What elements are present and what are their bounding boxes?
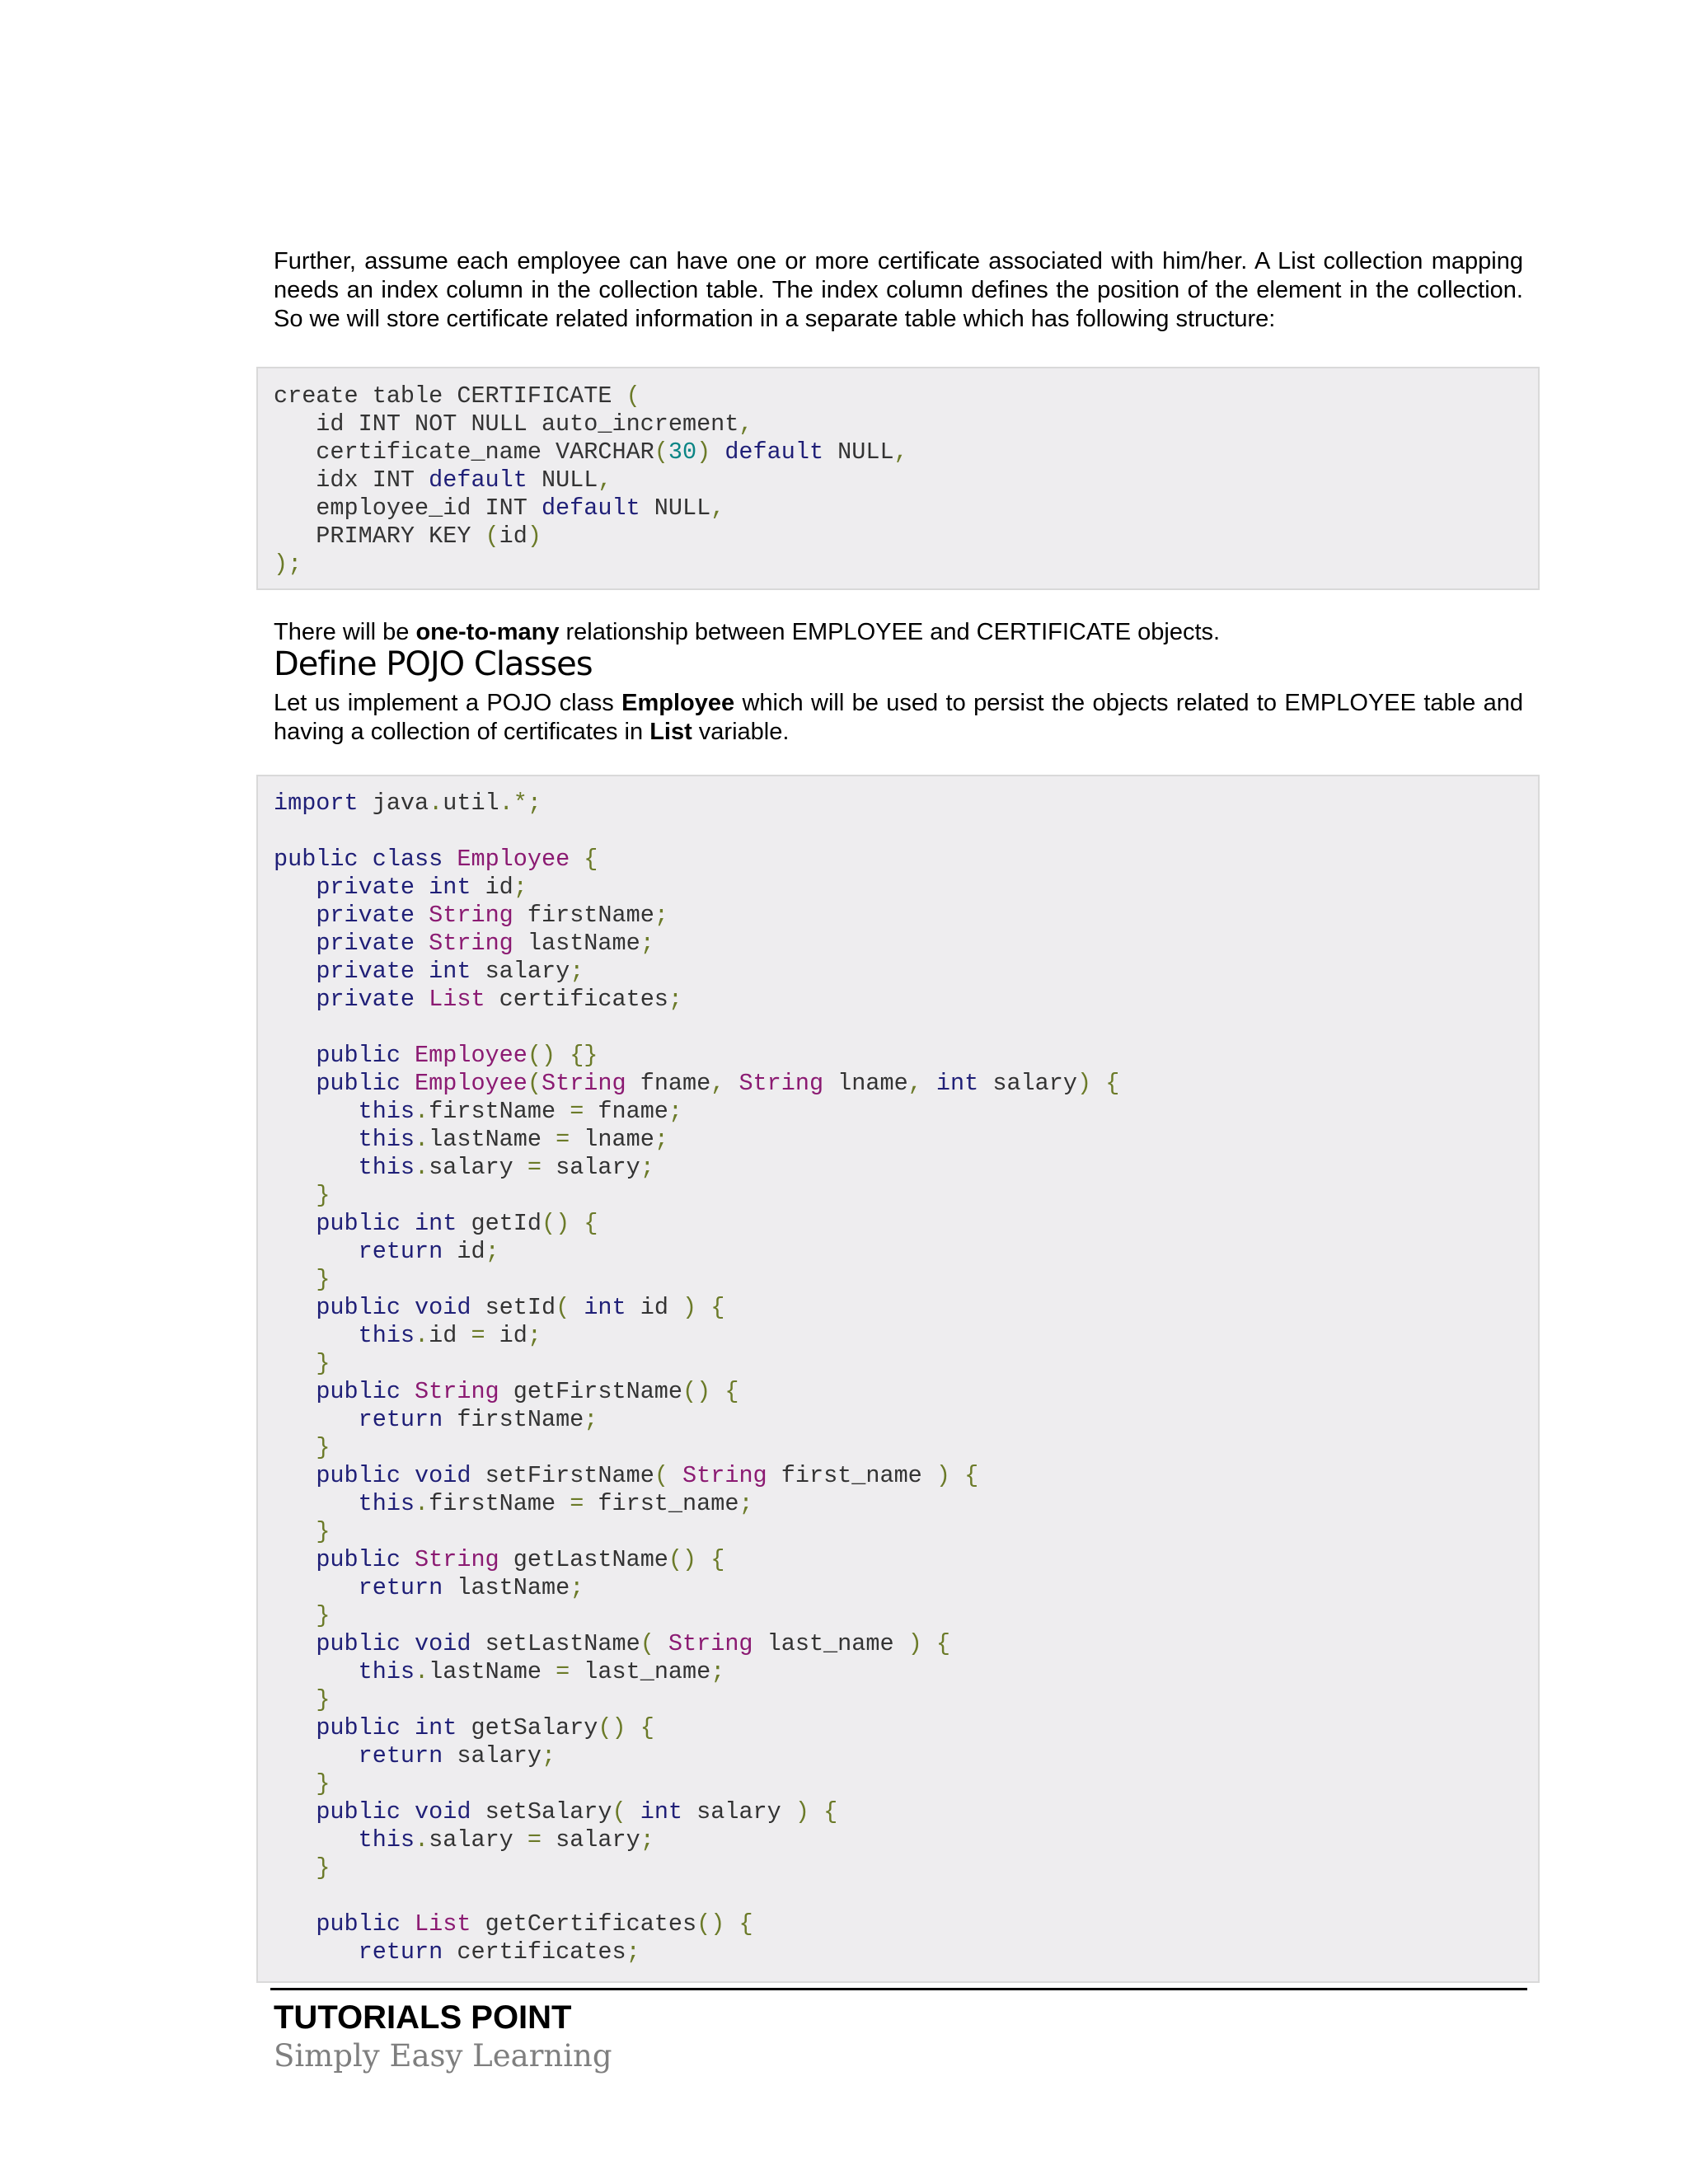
section-heading: Define POJO Classes: [274, 645, 593, 683]
code-line: employee_id INT default NULL,: [274, 494, 725, 522]
code-line: private int salary;: [316, 958, 584, 985]
code-line: public class Employee {: [274, 846, 598, 873]
code-line: this.salary = salary;: [358, 1154, 654, 1181]
sql-code: [258, 368, 1538, 579]
java-code-block: [256, 775, 1540, 1983]
pojo-text-2: which will be used to persist the objects related to EMPLOYEE table and having a collection of certificates in: [274, 690, 1523, 745]
code-line: public void setFirstName( String first_name ) {: [316, 1462, 979, 1489]
code-line: this.salary = salary;: [358, 1826, 654, 1854]
code-line: }: [316, 1770, 331, 1797]
java-code: [258, 776, 1538, 1966]
code-line: }: [316, 1350, 331, 1377]
code-line: this.lastName = lname;: [358, 1126, 668, 1153]
code-line: create table CERTIFICATE (: [274, 382, 640, 410]
code-line: return salary;: [358, 1742, 556, 1769]
footer-rule: [270, 1988, 1527, 1990]
code-line: return lastName;: [358, 1574, 584, 1601]
relationship-text-after: relationship between EMPLOYEE and CERTIFICATE objects.: [559, 619, 1221, 645]
code-line: public String getLastName() {: [316, 1546, 725, 1573]
code-line: return id;: [358, 1238, 499, 1265]
code-line: import java.util.*;: [274, 790, 542, 817]
code-line: }: [316, 1518, 331, 1545]
code-line: return certificates;: [358, 1938, 640, 1966]
code-line: }: [316, 1434, 331, 1461]
code-line: public void setId( int id ) {: [316, 1294, 725, 1321]
pojo-text-3: variable.: [692, 719, 790, 745]
code-line: private String firstName;: [316, 902, 668, 929]
code-line: }: [316, 1686, 331, 1713]
pojo-text-1: Let us implement a POJO class: [274, 690, 622, 716]
code-line: this.firstName = fname;: [358, 1098, 683, 1125]
relationship-sentence: [274, 618, 1523, 647]
code-line: public Employee(String fname, String lname, int salary) {: [316, 1070, 1120, 1097]
code-line: private List certificates;: [316, 986, 683, 1013]
intro-paragraph: Further, assume each employee can have one or more certificate associated with him/her. A List collection mapping needs an index column in the collection table. The index column defines the position of the element in the collection. So we will store certificate related information in a separate table which has following structure:: [274, 248, 1523, 332]
relationship-text-before: There will be: [274, 619, 416, 645]
code-line: idx INT default NULL,: [274, 466, 612, 494]
code-line: public int getSalary() {: [316, 1714, 654, 1741]
pojo-paragraph: [274, 689, 1523, 747]
code-line: }: [316, 1854, 331, 1882]
code-line: this.lastName = last_name;: [358, 1658, 725, 1685]
code-line: [274, 1014, 1538, 1042]
footer-brand: TUTORIALS POINT: [274, 1999, 572, 2036]
code-line: public String getFirstName() {: [316, 1378, 739, 1405]
code-line: [274, 818, 1538, 846]
pojo-class-name: Employee: [621, 690, 735, 716]
code-line: private String lastName;: [316, 930, 654, 957]
pojo-collection-type: List: [649, 719, 692, 745]
code-line: this.id = id;: [358, 1322, 542, 1349]
relationship-type: one-to-many: [415, 619, 560, 645]
code-line: private int id;: [316, 874, 528, 901]
code-line: id INT NOT NULL auto_increment,: [274, 410, 753, 438]
code-line: PRIMARY KEY (id): [274, 523, 542, 550]
code-line: public void setLastName( String last_name ) {: [316, 1630, 951, 1657]
sql-code-block: [256, 367, 1540, 590]
code-line: public List getCertificates() {: [316, 1910, 753, 1938]
code-line: this.firstName = first_name;: [358, 1490, 753, 1517]
footer-tagline: Simply Easy Learning: [274, 2038, 612, 2074]
code-line: return firstName;: [358, 1406, 598, 1433]
code-line: );: [274, 551, 302, 578]
code-line: }: [316, 1266, 331, 1293]
code-line: }: [316, 1182, 331, 1209]
code-line: certificate_name VARCHAR(30) default NULL,: [274, 438, 908, 466]
code-line: public int getId() {: [316, 1210, 598, 1237]
code-line: public void setSalary( int salary ) {: [316, 1798, 838, 1825]
code-line: [274, 1882, 1538, 1910]
code-line: public Employee() {}: [316, 1042, 598, 1069]
code-line: }: [316, 1602, 331, 1629]
